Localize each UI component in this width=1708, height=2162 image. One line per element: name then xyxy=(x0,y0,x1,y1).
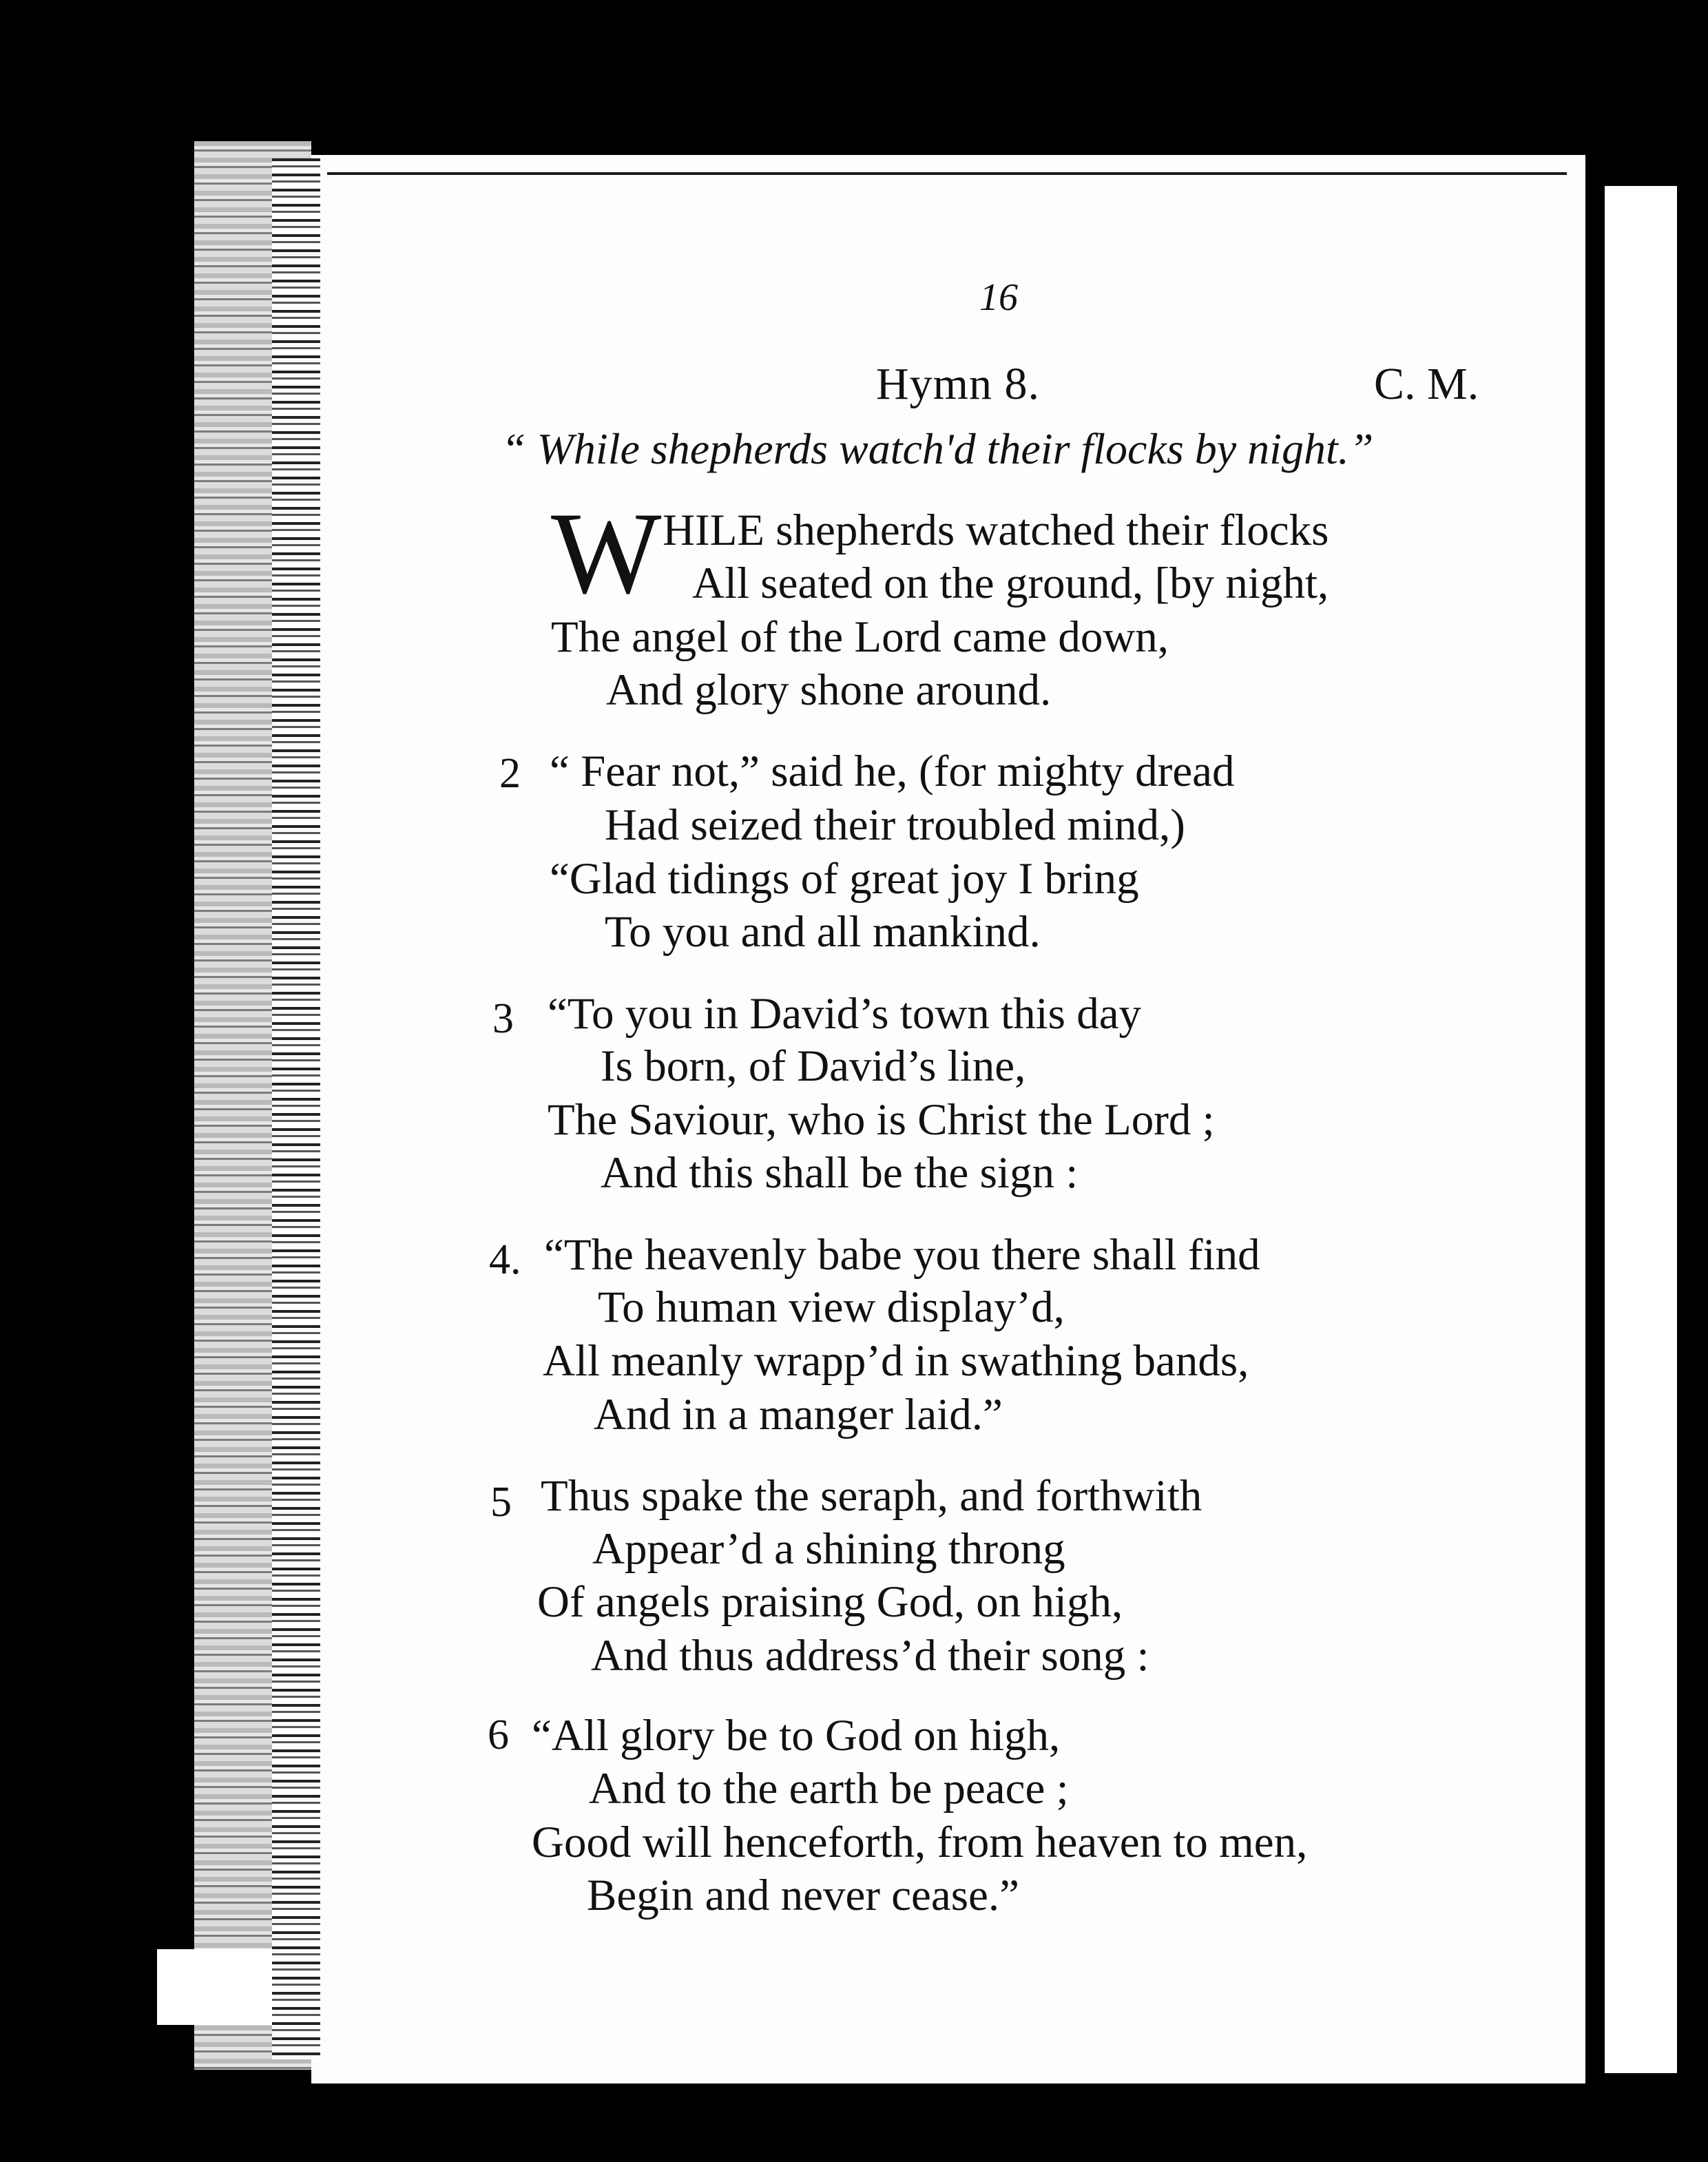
verse-line: To human view display’d, xyxy=(598,1282,1065,1332)
drop-cap: W xyxy=(551,488,662,618)
verse-line: And thus address’d their song : xyxy=(591,1631,1149,1681)
page-gutter xyxy=(272,158,320,2059)
verse-line: And this shall be the sign : xyxy=(601,1148,1079,1198)
hymn-meter: C. M. xyxy=(1374,359,1479,409)
verse-line: And glory shone around. xyxy=(606,665,1052,715)
verse-number: 2 xyxy=(499,750,521,797)
verse-number: 3 xyxy=(492,995,514,1042)
verse-line: To you and all mankind. xyxy=(605,907,1041,957)
verse-line: Begin and never cease.” xyxy=(587,1871,1020,1920)
verse-number: 5 xyxy=(490,1479,512,1526)
verse-line: “All glory be to God on high, xyxy=(532,1711,1061,1760)
verse-line: Had seized their troubled mind,) xyxy=(605,800,1185,850)
verse-line: “ Fear not,” said he, (for mighty dread xyxy=(550,747,1235,796)
verse-line: Of angels praising God, on high, xyxy=(537,1577,1123,1627)
verse-line: “Glad tidings of great joy I bring xyxy=(550,854,1139,904)
hymn-title: Hymn 8. xyxy=(876,359,1040,409)
top-rule xyxy=(327,172,1567,175)
page-number: 16 xyxy=(979,276,1018,319)
verse-line: And in a manger laid.” xyxy=(594,1390,1003,1439)
verse-number: 4. xyxy=(489,1236,521,1283)
verse-line: “The heavenly babe you there shall find xyxy=(544,1230,1260,1280)
verse-line: The Saviour, who is Christ the Lord ; xyxy=(548,1095,1215,1145)
verse-line: All seated on the ground, [by night, xyxy=(692,559,1329,608)
verse-number: 6 xyxy=(488,1712,509,1758)
verse-line: The angel of the Lord came down, xyxy=(551,612,1169,662)
verse-line: “To you in David’s town this day xyxy=(548,989,1142,1039)
hymn-first-line: “ While shepherds watch'd their flocks by night.” xyxy=(501,424,1374,473)
verse-line: Good will henceforth, from heaven to men, xyxy=(532,1818,1308,1867)
verse-line: Thus spake the seraph, and forthwith xyxy=(541,1471,1202,1521)
facing-page-edge xyxy=(1605,186,1677,2073)
verse-line: Is born, of David’s line, xyxy=(601,1041,1026,1091)
verse-line: All meanly wrapp’d in swathing bands, xyxy=(543,1336,1249,1386)
verse-line: And to the earth be peace ; xyxy=(589,1764,1069,1813)
verse-line: Appear’d a shining throng xyxy=(592,1524,1065,1574)
verse-line: HILE shepherds watched their flocks xyxy=(663,506,1329,555)
